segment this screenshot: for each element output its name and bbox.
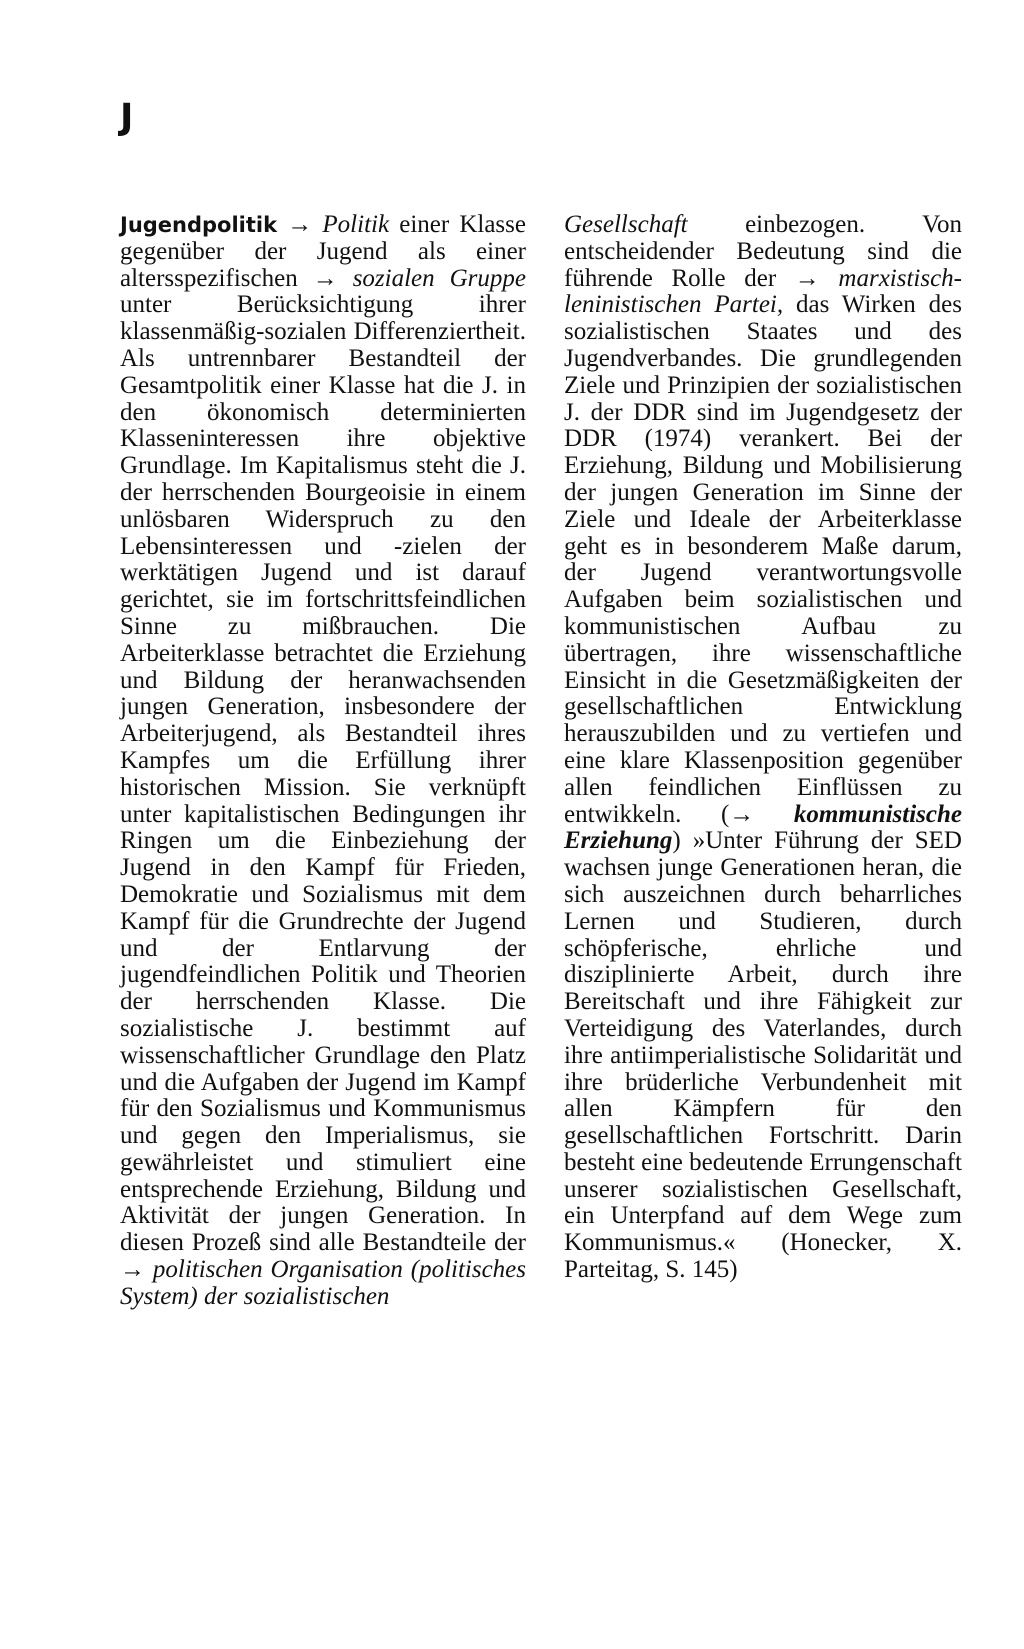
cross-reference-kommunistische-erziehung[interactable]: kommunistische Erziehung: [564, 800, 962, 855]
cross-reference-arrow-icon: →: [729, 800, 755, 828]
cross-reference-arrow-icon: →: [287, 211, 313, 238]
entry-text: das Wirken des sozialistischen Staates und des Jugendverbandes. Die grundlegenden Ziele und Prinzipien der sozialistischen J. der DDR sind im Jugendgesetz der DDR (1974) verankert. Bei der Erziehung, Bildung und Mobilisierung der jungen Generation im Sinne der Ziele und Ideale der Arbeiterklasse geht es in besonderem Maße darum, der Jugend verantwortungsvolle Aufgaben beim sozialistischen und kommunistischen Aufbau zu übertragen, ihre wissenschaftliche Einsicht in die Gesetzmäßigkeiten der gesellschaftlichen Entwicklung herauszubilden und zu vertiefen und eine klare Klassenposition gegenüber allen feindlichen Einflüssen zu entwikkeln. (: [564, 291, 962, 828]
entry-text: einer Klasse gegenüber der Jugend als einer altersspezifischen: [120, 211, 526, 292]
entry-paragraph-right: [564, 212, 962, 1284]
entry-headword: Jugendpolitik: [120, 213, 278, 237]
cross-reference-arrow-icon: →: [120, 1256, 145, 1284]
entry-paragraph-left: [120, 212, 526, 1311]
cross-reference-marxistisch-leninistische-partei[interactable]: marxistisch-leninistischen Partei,: [564, 264, 963, 319]
cross-reference-politik[interactable]: Politik: [322, 211, 390, 238]
left-column: [120, 212, 526, 1311]
entry-text: unter Berücksichtigung ihrer klassenmäßig-sozialen Differenziertheit. Als untrennbarer Bestandteil der Gesamtpolitik einer Klasse hat die J. in den ökonomisch determinierten Klasseninteressen ihre objektive Grundlage. Im Kapitalismus steht die J. der herrschenden Bourgeoisie in einem unlösbaren Widerspruch zu den Lebensinteressen und -zielen der werktätigen Jugend und ist darauf gerichtet, sie im fortschrittsfeindlichen Sinne zu mißbrauchen. Die Arbeiterklasse betrachtet die Erziehung und Bildung der heranwachsenden jungen Generation, insbesondere der Arbeiterjugend, als Bestandteil ihres Kampfes um die Erfüllung ihrer historischen Mission. Sie verknüpft unter kapitalistischen Bedingungen ihr Ringen um die Einbeziehung der Jugend in den Kampf für Frieden, Demokratie und Sozialismus mit dem Kampf für die Grundrechte der Jugend und der Entlarvung der jugendfeindlichen Politik und Theorien der herrschenden Klasse. Die sozialistische J. bestimmt auf wissenschaftlicher Grundlage den Platz und die Aufgaben der Jugend im Kampf für den Sozialismus und Kommunismus und gegen den Imperialismus, sie gewährleistet und stimuliert eine entsprechende Erziehung, Bildung und Aktivität der jungen Generation. In diesen Prozeß sind alle Bestandteile der: [120, 291, 526, 1257]
cross-reference-gesellschaft[interactable]: Gesellschaft: [564, 211, 688, 238]
cross-reference-soziale-gruppe[interactable]: sozialen Gruppe: [352, 264, 527, 292]
cross-reference-arrow-icon: →: [794, 264, 820, 292]
cross-reference-arrow-icon: →: [312, 264, 338, 292]
cross-reference-politische-organisation[interactable]: politischen Organisation (politisches System) der sozialistischen: [120, 1256, 526, 1310]
entry-text: ) »Unter Führung der SED wachsen junge Generationen heran, die sich auszeichnen durch beharrliches Lernen und Studieren, durch schöpferische, ehrliche und disziplinierte Arbeit, durch ihre Bereitschaft und ihre Fähigkeit zur Verteidigung des Vaterlandes, durch ihre antiimperialistische Solidarität und ihre brüderliche Verbundenheit mit allen Kämpfern für den gesellschaftlichen Fortschritt. Darin besteht eine bedeutende Errungenschaft unserer sozialistischen Gesellschaft, ein Unterpfand auf dem Wege zum Kommunismus.« (Honecker, X. Parteitag, S. 145): [564, 827, 962, 1284]
entry-text: einbezogen. Von entscheidender Bedeutung sind die führende Rolle der: [564, 211, 962, 292]
right-column: [564, 212, 962, 1284]
section-letter: J: [120, 97, 134, 138]
